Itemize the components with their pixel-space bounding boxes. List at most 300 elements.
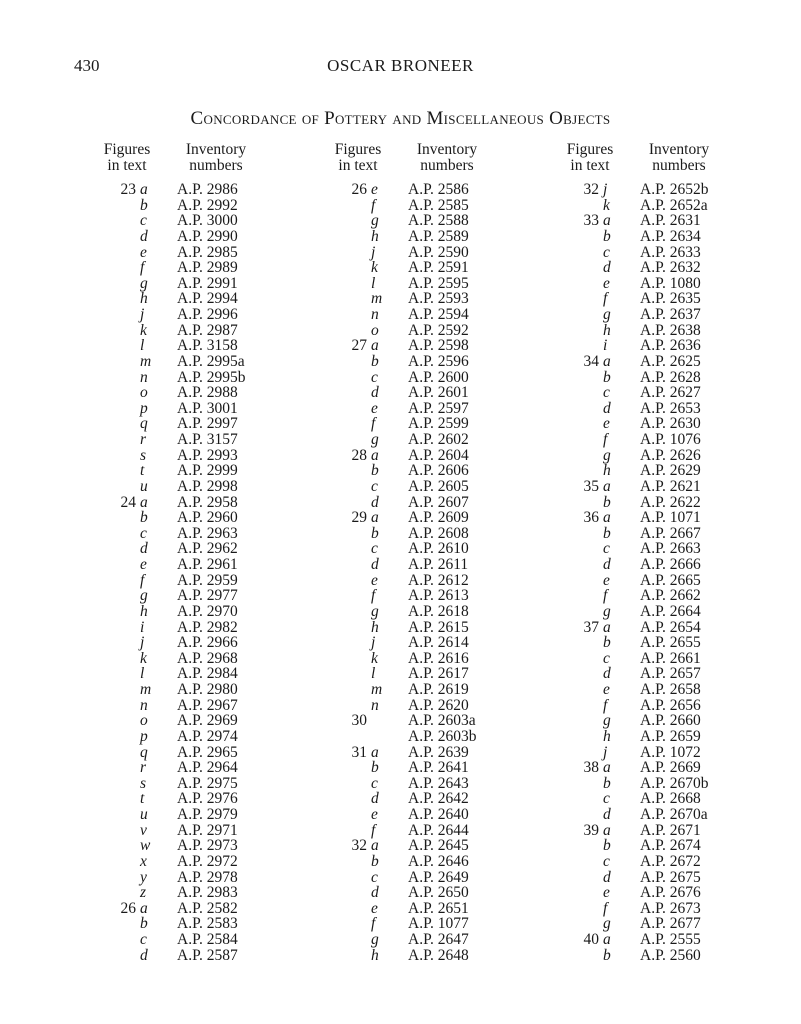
inventory-number: A.P. 2602: [408, 431, 469, 448]
table-row: [328, 510, 543, 526]
table-row: [97, 620, 312, 636]
inventory-number: A.P. 2958: [177, 493, 238, 511]
table-row: [560, 885, 775, 901]
table-row: [97, 432, 312, 448]
inventory-number: A.P. 2599: [408, 415, 469, 433]
table-row: [97, 323, 312, 339]
inventory-number: A.P. 2648: [408, 946, 469, 964]
inventory-number: A.P. 2632: [640, 259, 701, 277]
table-row: [328, 370, 543, 386]
figure-letter: j: [140, 306, 145, 323]
figure-letter: g: [371, 931, 379, 948]
figure-number: 39: [583, 821, 599, 839]
inventory-number: A.P. 2614: [408, 634, 469, 652]
table-row: [97, 463, 312, 479]
table-row: [560, 573, 775, 589]
figure-letter: g: [603, 446, 611, 464]
inventory-number: A.P. 2652a: [640, 196, 708, 214]
inventory-number: A.P. 2603b: [408, 727, 477, 745]
inventory-number: A.P. 3001: [177, 399, 238, 417]
table-row: [97, 338, 312, 354]
inventory-number: A.P. 2560: [640, 946, 701, 964]
table-row: [560, 588, 775, 604]
figure-letter: i: [140, 618, 145, 636]
figure-letter: b: [603, 493, 611, 511]
inventory-number: A.P. 2977: [177, 587, 238, 605]
inventory-number: A.P. 2650: [408, 884, 469, 902]
inventory-number: A.P. 2607: [408, 493, 469, 511]
figure-letter: f: [603, 290, 608, 308]
inventory-number: A.P. 2970: [177, 602, 238, 620]
figure-letter: d: [371, 556, 379, 573]
inventory-number: A.P. 2998: [177, 477, 238, 495]
table-row: [560, 229, 775, 245]
inventory-number: A.P. 2597: [408, 399, 469, 417]
figure-letter: e: [371, 181, 378, 198]
figure-letter: b: [603, 524, 611, 542]
table-row: [560, 370, 775, 386]
inventory-number: A.P. 2994: [177, 290, 238, 308]
table-row: [328, 901, 543, 917]
table-row: [97, 791, 312, 807]
table-row: [97, 870, 312, 886]
inventory-number: A.P. 2647: [408, 931, 469, 948]
inventory-number: A.P. 2587: [177, 946, 238, 964]
table-row: [560, 776, 775, 792]
inventory-number: A.P. 2978: [177, 868, 238, 886]
inventory-number: A.P. 2968: [177, 649, 238, 667]
inventory-number: A.P. 2629: [640, 462, 701, 480]
figure-letter: o: [140, 384, 148, 402]
table-row: [97, 588, 312, 604]
table-row: [328, 541, 543, 557]
table-row: [97, 526, 312, 542]
figure-letter: f: [140, 259, 145, 277]
inventory-number: A.P. 1076: [640, 431, 701, 448]
inventory-number: A.P. 2985: [177, 243, 238, 261]
table-row: [328, 666, 543, 682]
figure-number: 33: [583, 212, 599, 230]
figure-letter: m: [371, 290, 383, 308]
inventory-number: A.P. 2594: [408, 306, 469, 323]
table-row: [560, 760, 775, 776]
figure-number: 32: [583, 181, 599, 198]
inventory-number: A.P. 2605: [408, 477, 469, 495]
figure-letter: m: [140, 681, 152, 698]
figure-letter: a: [371, 337, 379, 355]
inventory-number: A.P. 2640: [408, 806, 469, 823]
figures-header-line-1: Figures: [334, 141, 382, 158]
inventory-number: A.P. 2617: [408, 665, 469, 683]
table-row: [328, 604, 543, 620]
inventory-number: A.P. 2598: [408, 337, 469, 355]
figure-letter: r: [140, 759, 147, 777]
table-row: [328, 870, 543, 886]
figure-letter: n: [371, 696, 379, 714]
inventory-number: A.P. 2603a: [408, 712, 476, 730]
figure-letter: n: [371, 306, 379, 323]
inventory-number: A.P. 2995b: [177, 368, 246, 386]
figure-letter: f: [603, 696, 608, 714]
table-row: [97, 448, 312, 464]
table-row: [560, 682, 775, 698]
table-row: [560, 245, 775, 261]
figure-letter: c: [603, 790, 610, 808]
figure-letter: a: [371, 509, 379, 527]
figure-letter: d: [371, 384, 379, 402]
inventory-number: A.P. 2662: [640, 587, 701, 605]
figure-letter: b: [371, 852, 379, 870]
figure-letter: b: [371, 352, 379, 370]
inventory-number: A.P. 2980: [177, 681, 238, 698]
table-row: [328, 291, 543, 307]
table-row: [328, 385, 543, 401]
table-row: [328, 573, 543, 589]
table-row: [328, 432, 543, 448]
figure-letter: d: [371, 884, 379, 902]
figure-letter: f: [371, 821, 376, 839]
inventory-number: A.P. 2665: [640, 571, 701, 589]
table-row: [97, 385, 312, 401]
inventory-number: A.P. 2668: [640, 790, 701, 808]
table-row: [560, 463, 775, 479]
inventory-number: A.P. 2592: [408, 321, 469, 339]
figure-letter: e: [603, 415, 610, 433]
table-row: [328, 323, 543, 339]
figures-header-line-2: in text: [338, 157, 378, 174]
inventory-number: A.P. 2590: [408, 243, 469, 261]
concordance-column-3: [560, 142, 775, 963]
figure-letter: c: [371, 477, 378, 495]
figure-letter: a: [140, 493, 148, 511]
figure-letter: f: [603, 431, 608, 448]
inventory-number: A.P. 2964: [177, 759, 238, 777]
figure-letter: e: [603, 571, 610, 589]
inventory-number: A.P. 2661: [640, 649, 701, 667]
figure-letter: e: [371, 899, 378, 917]
inventory-number: A.P. 2967: [177, 696, 238, 714]
figure-letter: c: [371, 774, 378, 792]
table-row: [560, 291, 775, 307]
figure-letter: k: [371, 649, 378, 667]
inventory-number: A.P. 2639: [408, 743, 469, 761]
inventory-number: A.P. 2591: [408, 259, 469, 277]
figure-letter: h: [140, 290, 148, 308]
table-row: [560, 385, 775, 401]
inventory-number: A.P. 2676: [640, 884, 701, 902]
table-row: [560, 432, 775, 448]
figure-letter: c: [371, 868, 378, 886]
figure-letter: t: [140, 790, 145, 808]
figure-letter: m: [140, 352, 152, 370]
figure-letter: g: [140, 274, 148, 292]
inventory-number: A.P. 2975: [177, 774, 238, 792]
figure-number: 24: [120, 493, 136, 511]
figure-letter: d: [603, 806, 611, 823]
table-row: [97, 666, 312, 682]
figure-letter: e: [371, 806, 378, 823]
table-row: [328, 838, 543, 854]
inventory-number: A.P. 2604: [408, 446, 469, 464]
figure-letter: x: [140, 852, 147, 870]
table-row: [328, 416, 543, 432]
figure-letter: r: [140, 431, 147, 448]
figure-number: 38: [583, 759, 599, 777]
inventory-header-line-1: Inventory: [416, 141, 478, 158]
table-row: [560, 323, 775, 339]
inventory-number: A.P. 2660: [640, 712, 701, 730]
table-row: [97, 854, 312, 870]
table-row: [328, 745, 543, 761]
table-row: [560, 791, 775, 807]
inventory-number: A.P. 2627: [640, 384, 701, 402]
figure-letter: e: [603, 681, 610, 698]
table-row: [328, 307, 543, 323]
figure-letter: l: [140, 337, 145, 355]
table-row: [560, 198, 775, 214]
figure-letter: q: [140, 415, 148, 433]
inventory-number: A.P. 2642: [408, 790, 469, 808]
table-row: [328, 760, 543, 776]
figure-letter: g: [603, 712, 611, 730]
table-row: [328, 354, 543, 370]
table-row: [560, 510, 775, 526]
table-row: [328, 885, 543, 901]
table-row: [97, 698, 312, 714]
table-row: [328, 854, 543, 870]
table-row: [328, 823, 543, 839]
table-row: [97, 916, 312, 932]
figure-number: 23: [120, 181, 136, 198]
table-row: [560, 729, 775, 745]
inventory-number: A.P. 2655: [640, 634, 701, 652]
inventory-number: A.P. 2613: [408, 587, 469, 605]
inventory-number: A.P. 2657: [640, 665, 701, 683]
figure-letter: b: [140, 509, 148, 527]
figure-letter: b: [603, 634, 611, 652]
inventory-number: A.P. 2972: [177, 852, 238, 870]
figure-letter: v: [140, 821, 147, 839]
inventory-header-line-1: Inventory: [185, 141, 247, 158]
inventory-number: A.P. 2667: [640, 524, 701, 542]
column-header: [97, 142, 312, 182]
figure-letter: s: [140, 774, 147, 792]
running-head: OSCAR BRONEER: [327, 56, 474, 75]
figure-number: 29: [351, 509, 367, 527]
inventory-number: A.P. 3158: [177, 337, 238, 355]
figure-letter: a: [603, 931, 611, 948]
inventory-number: A.P. 2608: [408, 524, 469, 542]
figure-number: 28: [351, 446, 367, 464]
table-row: [328, 916, 543, 932]
inventory-number: A.P. 2654: [640, 618, 701, 636]
figure-letter: f: [140, 571, 145, 589]
inventory-number: A.P. 2669: [640, 759, 701, 777]
inventory-number: A.P. 2595: [408, 274, 469, 292]
inventory-number: A.P. 2584: [177, 931, 238, 948]
table-row: [560, 901, 775, 917]
table-row: [328, 932, 543, 948]
figure-letter: c: [140, 524, 147, 542]
figure-letter: o: [140, 712, 148, 730]
table-row: [97, 760, 312, 776]
figures-header-line-2: in text: [107, 157, 147, 174]
figure-letter: a: [603, 477, 611, 495]
inventory-header: [408, 142, 486, 174]
figure-letter: b: [603, 946, 611, 964]
table-row: [97, 713, 312, 729]
table-row: [97, 510, 312, 526]
figure-letter: g: [603, 915, 611, 933]
inventory-number: A.P. 2674: [640, 837, 701, 855]
inventory-number: A.P. 2635: [640, 290, 701, 308]
figure-letter: f: [603, 899, 608, 917]
inventory-header-line-2: numbers: [652, 157, 706, 174]
table-row: [560, 666, 775, 682]
table-row: [560, 823, 775, 839]
figure-letter: a: [603, 352, 611, 370]
figure-letter: h: [603, 727, 611, 745]
figure-letter: o: [371, 321, 379, 339]
figure-number: 34: [583, 352, 599, 370]
inventory-number: A.P. 2611: [408, 556, 469, 573]
inventory-number: A.P. 2625: [640, 352, 701, 370]
table-row: [560, 416, 775, 432]
column-header: [560, 142, 775, 182]
figure-letter: b: [371, 524, 379, 542]
inventory-number: A.P. 3157: [177, 431, 238, 448]
table-row: [97, 651, 312, 667]
table-row: [328, 620, 543, 636]
figure-letter: h: [371, 618, 379, 636]
figure-letter: p: [140, 399, 148, 417]
figure-letter: c: [603, 540, 610, 558]
inventory-number: A.P. 2589: [408, 227, 469, 245]
figure-letter: f: [371, 915, 376, 933]
inventory-number: A.P. 2992: [177, 196, 238, 214]
figure-letter: m: [371, 681, 383, 698]
figure-letter: b: [140, 196, 148, 214]
table-row: [328, 526, 543, 542]
figure-letter: s: [140, 446, 147, 464]
inventory-number: A.P. 2963: [177, 524, 238, 542]
figure-letter: l: [371, 274, 376, 292]
table-row: [97, 370, 312, 386]
figure-letter: b: [371, 462, 379, 480]
inventory-header: [177, 142, 255, 174]
table-row: [328, 698, 543, 714]
figure-letter: q: [140, 743, 148, 761]
inventory-number: A.P. 2982: [177, 618, 238, 636]
figure-letter: g: [371, 212, 379, 230]
inventory-number: A.P. 2991: [177, 274, 238, 292]
figure-letter: k: [371, 259, 378, 277]
table-row: [97, 729, 312, 745]
inventory-number: A.P. 2601: [408, 384, 469, 402]
figures-header: [97, 142, 157, 174]
figure-letter: a: [140, 181, 148, 198]
figure-letter: k: [140, 649, 147, 667]
table-row: [328, 651, 543, 667]
inventory-number: A.P. 2996: [177, 306, 238, 323]
inventory-number: A.P. 2555: [640, 931, 701, 948]
figure-number: 40: [583, 931, 599, 948]
inventory-number: A.P. 1072: [640, 743, 701, 761]
figure-letter: j: [140, 634, 145, 652]
inventory-number: A.P. 2984: [177, 665, 238, 683]
figures-header-line-2: in text: [570, 157, 610, 174]
figure-letter: d: [603, 556, 611, 573]
table-row: [328, 463, 543, 479]
inventory-number: A.P. 2586: [408, 181, 469, 198]
figure-number: 26: [120, 899, 136, 917]
inventory-number: A.P. 2641: [408, 759, 469, 777]
inventory-header-line-2: numbers: [189, 157, 243, 174]
figure-number: 36: [583, 509, 599, 527]
figure-letter: b: [603, 368, 611, 386]
figure-letter: j: [371, 243, 376, 261]
figures-header: [560, 142, 620, 174]
table-row: [328, 198, 543, 214]
inventory-number: A.P. 2670a: [640, 806, 708, 823]
page-number: 430: [74, 56, 100, 75]
table-row: [328, 682, 543, 698]
figure-letter: b: [140, 915, 148, 933]
table-row: [560, 276, 775, 292]
figure-number: 30: [351, 712, 367, 730]
table-row: [560, 948, 775, 964]
table-row: [328, 635, 543, 651]
inventory-number: A.P. 2645: [408, 837, 469, 855]
inventory-number: A.P. 2651: [408, 899, 469, 917]
inventory-number: A.P. 2988: [177, 384, 238, 402]
figure-letter: p: [140, 727, 148, 745]
inventory-number: A.P. 2995a: [177, 352, 245, 370]
figure-letter: e: [371, 399, 378, 417]
inventory-number: A.P. 2646: [408, 852, 469, 870]
column-header: [328, 142, 543, 182]
figure-number: 26: [351, 181, 367, 198]
figure-letter: j: [603, 743, 608, 761]
table-row: [97, 198, 312, 214]
inventory-number: A.P. 2619: [408, 681, 469, 698]
table-row: [97, 885, 312, 901]
table-row: [97, 495, 312, 511]
column-rows: [328, 182, 543, 963]
figure-letter: b: [371, 759, 379, 777]
table-row: [560, 213, 775, 229]
figure-letter: n: [140, 696, 148, 714]
table-row: [560, 354, 775, 370]
table-row: [560, 745, 775, 761]
figure-letter: d: [140, 540, 148, 558]
table-row: [328, 495, 543, 511]
table-row: [560, 495, 775, 511]
table-row: [328, 807, 543, 823]
table-row: [97, 479, 312, 495]
table-row: [97, 682, 312, 698]
inventory-number: A.P. 2653: [640, 399, 701, 417]
figure-letter: l: [371, 665, 376, 683]
inventory-number: A.P. 2593: [408, 290, 469, 308]
column-rows: [560, 182, 775, 963]
inventory-number: A.P. 2609: [408, 509, 469, 527]
table-row: [97, 635, 312, 651]
table-row: [560, 838, 775, 854]
figure-number: 32: [351, 837, 367, 855]
table-row: [328, 229, 543, 245]
inventory-number: A.P. 2960: [177, 509, 238, 527]
